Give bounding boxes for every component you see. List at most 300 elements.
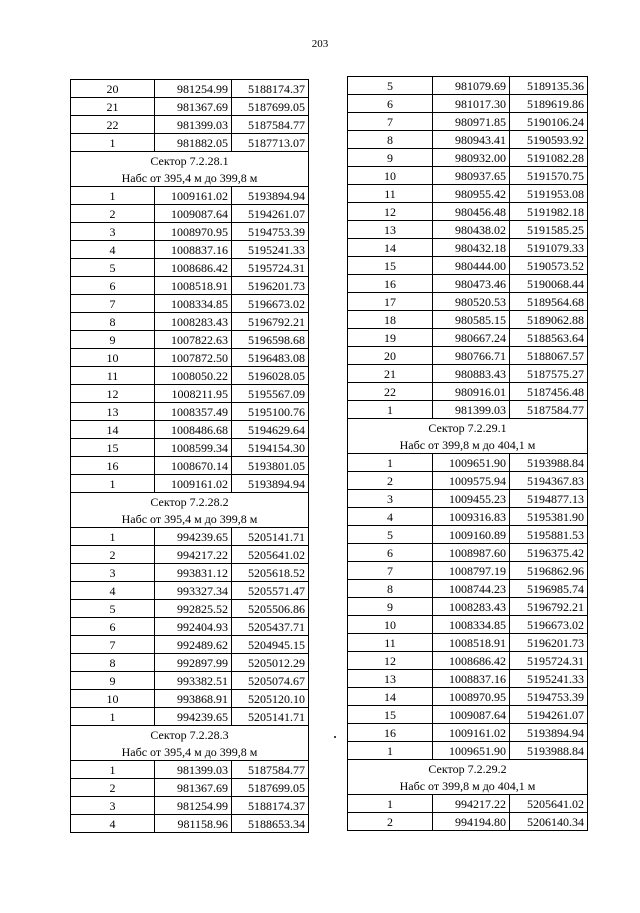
point-number: 10 xyxy=(348,167,433,185)
y-coordinate: 5205437.71 xyxy=(232,618,309,636)
x-coordinate: 980943.41 xyxy=(433,131,510,149)
x-coordinate: 981079.69 xyxy=(433,77,510,95)
y-coordinate: 5196862.96 xyxy=(510,562,588,580)
table-row xyxy=(348,508,588,526)
sector-title-row xyxy=(348,760,588,778)
x-coordinate: 992404.93 xyxy=(155,618,232,636)
x-coordinate: 1008518.91 xyxy=(155,277,232,295)
table-row xyxy=(348,401,588,419)
point-number: 5 xyxy=(348,526,433,544)
x-coordinate: 1008599.34 xyxy=(155,439,232,457)
table-row xyxy=(348,149,588,167)
x-coordinate: 981017.30 xyxy=(433,95,510,113)
x-coordinate: 1007822.63 xyxy=(155,331,232,349)
table-row xyxy=(71,421,309,439)
x-coordinate: 1008670.14 xyxy=(155,457,232,475)
table-row xyxy=(71,98,309,116)
y-coordinate: 5205571.47 xyxy=(232,582,309,600)
sector-height-row xyxy=(71,510,309,528)
point-number: 4 xyxy=(71,582,155,600)
left-table-body xyxy=(71,80,309,833)
y-coordinate: 5189062.88 xyxy=(510,311,588,329)
x-coordinate: 980456.48 xyxy=(433,203,510,221)
y-coordinate: 5196598.68 xyxy=(232,331,309,349)
point-number: 2 xyxy=(348,813,433,831)
point-number: 12 xyxy=(348,652,433,670)
y-coordinate: 5196201.73 xyxy=(510,634,588,652)
point-number: 8 xyxy=(71,313,155,331)
x-coordinate: 1008283.43 xyxy=(155,313,232,331)
sector-height-row xyxy=(71,169,309,187)
table-row xyxy=(348,275,588,293)
x-coordinate: 980971.85 xyxy=(433,113,510,131)
x-coordinate: 994239.65 xyxy=(155,708,232,726)
x-coordinate: 1008050.22 xyxy=(155,367,232,385)
y-coordinate: 5187456.48 xyxy=(510,383,588,401)
x-coordinate: 980932.00 xyxy=(433,149,510,167)
table-row xyxy=(348,616,588,634)
x-coordinate: 981254.99 xyxy=(155,797,232,815)
sector-height-row xyxy=(71,743,309,761)
table-row xyxy=(71,690,309,708)
x-coordinate: 992825.52 xyxy=(155,600,232,618)
table-row xyxy=(348,329,588,347)
x-coordinate: 980937.65 xyxy=(433,167,510,185)
table-row xyxy=(348,221,588,239)
y-coordinate: 5191953.08 xyxy=(510,185,588,203)
y-coordinate: 5188067.57 xyxy=(510,347,588,365)
point-number: 16 xyxy=(348,724,433,742)
x-coordinate: 1009087.64 xyxy=(155,205,232,223)
point-number: 7 xyxy=(71,636,155,654)
y-coordinate: 5188563.64 xyxy=(510,329,588,347)
point-number: 9 xyxy=(348,149,433,167)
x-coordinate: 1008797.19 xyxy=(433,562,510,580)
table-row xyxy=(348,526,588,544)
point-number: 15 xyxy=(348,257,433,275)
table-row xyxy=(71,241,309,259)
x-coordinate: 981399.03 xyxy=(433,401,510,419)
table-row xyxy=(71,636,309,654)
point-number: 2 xyxy=(71,546,155,564)
point-number: 5 xyxy=(348,77,433,95)
table-row xyxy=(71,546,309,564)
table-row xyxy=(348,580,588,598)
table-row xyxy=(71,439,309,457)
y-coordinate: 5190573.52 xyxy=(510,257,588,275)
y-coordinate: 5196028.05 xyxy=(232,367,309,385)
y-coordinate: 5187584.77 xyxy=(510,401,588,419)
table-row xyxy=(71,134,309,152)
table-row xyxy=(348,544,588,562)
y-coordinate: 5195567.09 xyxy=(232,385,309,403)
point-number: 7 xyxy=(348,562,433,580)
x-coordinate: 1008686.42 xyxy=(433,652,510,670)
point-number: 17 xyxy=(348,293,433,311)
y-coordinate: 5188174.37 xyxy=(232,797,309,815)
table-row xyxy=(71,761,309,779)
point-number: 13 xyxy=(348,670,433,688)
table-row xyxy=(348,383,588,401)
x-coordinate: 994194.80 xyxy=(433,813,510,831)
y-coordinate: 5194753.39 xyxy=(510,688,588,706)
x-coordinate: 981882.05 xyxy=(155,134,232,152)
table-row xyxy=(348,634,588,652)
table-row xyxy=(348,77,588,95)
point-number: 1 xyxy=(348,454,433,472)
table-row xyxy=(71,205,309,223)
y-coordinate: 5196201.73 xyxy=(232,277,309,295)
y-coordinate: 5187699.05 xyxy=(232,98,309,116)
y-coordinate: 5193988.84 xyxy=(510,742,588,760)
table-row xyxy=(71,600,309,618)
right-coordinates-table xyxy=(347,76,588,831)
y-coordinate: 5204945.15 xyxy=(232,636,309,654)
x-coordinate: 1008970.95 xyxy=(433,688,510,706)
sector-height-row xyxy=(348,436,588,454)
point-number: 2 xyxy=(71,779,155,797)
y-coordinate: 5195881.53 xyxy=(510,526,588,544)
point-number: 22 xyxy=(71,116,155,134)
y-coordinate: 5195100.76 xyxy=(232,403,309,421)
point-number: 12 xyxy=(348,203,433,221)
y-coordinate: 5187713.07 xyxy=(232,134,309,152)
y-coordinate: 5205618.52 xyxy=(232,564,309,582)
y-coordinate: 5195724.31 xyxy=(510,652,588,670)
table-row xyxy=(71,654,309,672)
x-coordinate: 1009087.64 xyxy=(433,706,510,724)
table-row xyxy=(348,813,588,831)
y-coordinate: 5187575.27 xyxy=(510,365,588,383)
point-number: 2 xyxy=(71,205,155,223)
point-number: 21 xyxy=(71,98,155,116)
x-coordinate: 980667.24 xyxy=(433,329,510,347)
table-row xyxy=(71,259,309,277)
point-number: 3 xyxy=(348,490,433,508)
sector-title-row xyxy=(71,152,309,170)
table-row xyxy=(71,385,309,403)
x-coordinate: 1008686.42 xyxy=(155,259,232,277)
sector-height-range: Набс от 395,4 м до 399,8 м xyxy=(71,510,309,528)
y-coordinate: 5194629.64 xyxy=(232,421,309,439)
table-row xyxy=(348,670,588,688)
x-coordinate: 1008744.23 xyxy=(433,580,510,598)
table-row xyxy=(71,475,309,493)
x-coordinate: 1009651.90 xyxy=(433,742,510,760)
point-number: 15 xyxy=(348,706,433,724)
y-coordinate: 5190106.24 xyxy=(510,113,588,131)
table-row xyxy=(71,367,309,385)
y-coordinate: 5205012.29 xyxy=(232,654,309,672)
y-coordinate: 5205141.71 xyxy=(232,708,309,726)
point-number: 1 xyxy=(71,528,155,546)
y-coordinate: 5194261.07 xyxy=(510,706,588,724)
point-number: 6 xyxy=(71,277,155,295)
x-coordinate: 1009161.02 xyxy=(155,187,232,205)
table-row xyxy=(71,564,309,582)
x-coordinate: 1009161.02 xyxy=(433,724,510,742)
table-row xyxy=(71,708,309,726)
table-row xyxy=(71,80,309,98)
point-number: 1 xyxy=(71,475,155,493)
right-table-body xyxy=(348,77,588,831)
point-number: 4 xyxy=(348,508,433,526)
point-number: 20 xyxy=(71,80,155,98)
point-number: 4 xyxy=(71,815,155,833)
x-coordinate: 980916.01 xyxy=(433,383,510,401)
x-coordinate: 993327.34 xyxy=(155,582,232,600)
y-coordinate: 5191082.28 xyxy=(510,149,588,167)
y-coordinate: 5196483.08 xyxy=(232,349,309,367)
y-coordinate: 5195241.33 xyxy=(510,670,588,688)
sector-title: Сектор 7.2.29.1 xyxy=(348,419,588,437)
table-row xyxy=(348,490,588,508)
x-coordinate: 980955.42 xyxy=(433,185,510,203)
y-coordinate: 5205141.71 xyxy=(232,528,309,546)
sector-height-range: Набс от 399,8 м до 404,1 м xyxy=(348,436,588,454)
table-row xyxy=(348,472,588,490)
point-number: 6 xyxy=(348,95,433,113)
point-number: 7 xyxy=(71,295,155,313)
point-number: 16 xyxy=(348,275,433,293)
point-number: 1 xyxy=(71,761,155,779)
y-coordinate: 5189619.86 xyxy=(510,95,588,113)
y-coordinate: 5205641.02 xyxy=(232,546,309,564)
point-number: 6 xyxy=(348,544,433,562)
point-number: 1 xyxy=(348,795,433,813)
sector-height-range: Набс от 395,4 м до 399,8 м xyxy=(71,169,309,187)
y-coordinate: 5187584.77 xyxy=(232,761,309,779)
y-coordinate: 5195381.90 xyxy=(510,508,588,526)
x-coordinate: 980766.71 xyxy=(433,347,510,365)
y-coordinate: 5195241.33 xyxy=(232,241,309,259)
sector-title: Сектор 7.2.28.3 xyxy=(71,726,309,744)
point-number: 8 xyxy=(348,580,433,598)
y-coordinate: 5193894.94 xyxy=(232,475,309,493)
x-coordinate: 993382.51 xyxy=(155,672,232,690)
y-coordinate: 5193894.94 xyxy=(510,724,588,742)
y-coordinate: 5194261.07 xyxy=(232,205,309,223)
x-coordinate: 994217.22 xyxy=(155,546,232,564)
y-coordinate: 5190593.92 xyxy=(510,131,588,149)
x-coordinate: 1008987.60 xyxy=(433,544,510,562)
y-coordinate: 5194154.30 xyxy=(232,439,309,457)
table-row xyxy=(71,403,309,421)
table-row xyxy=(71,618,309,636)
table-row xyxy=(71,528,309,546)
point-number: 2 xyxy=(348,472,433,490)
y-coordinate: 5206140.34 xyxy=(510,813,588,831)
table-row xyxy=(71,313,309,331)
x-coordinate: 1008283.43 xyxy=(433,598,510,616)
x-coordinate: 994217.22 xyxy=(433,795,510,813)
y-coordinate: 5194367.83 xyxy=(510,472,588,490)
x-coordinate: 980432.18 xyxy=(433,239,510,257)
y-coordinate: 5193801.05 xyxy=(232,457,309,475)
x-coordinate: 994239.65 xyxy=(155,528,232,546)
point-number: 11 xyxy=(348,634,433,652)
sector-title: Сектор 7.2.28.1 xyxy=(71,152,309,170)
left-coordinates-table xyxy=(70,79,309,833)
y-coordinate: 5196673.02 xyxy=(232,295,309,313)
x-coordinate: 992489.62 xyxy=(155,636,232,654)
y-coordinate: 5189135.36 xyxy=(510,77,588,95)
point-number: 21 xyxy=(348,365,433,383)
table-row xyxy=(71,331,309,349)
point-number: 3 xyxy=(71,564,155,582)
point-number: 10 xyxy=(71,690,155,708)
y-coordinate: 5196985.74 xyxy=(510,580,588,598)
table-row xyxy=(348,131,588,149)
y-coordinate: 5187584.77 xyxy=(232,116,309,134)
x-coordinate: 1009160.89 xyxy=(433,526,510,544)
table-row xyxy=(71,349,309,367)
table-row xyxy=(348,257,588,275)
table-row xyxy=(71,582,309,600)
table-row xyxy=(71,815,309,833)
scan-speck xyxy=(334,736,336,738)
y-coordinate: 5195724.31 xyxy=(232,259,309,277)
y-coordinate: 5205074.67 xyxy=(232,672,309,690)
point-number: 1 xyxy=(348,401,433,419)
table-row xyxy=(71,457,309,475)
x-coordinate: 980585.15 xyxy=(433,311,510,329)
sector-height-range: Набс от 399,8 м до 404,1 м xyxy=(348,777,588,795)
table-row xyxy=(348,203,588,221)
sector-title-row xyxy=(71,726,309,744)
table-row xyxy=(71,295,309,313)
table-row xyxy=(348,95,588,113)
y-coordinate: 5190068.44 xyxy=(510,275,588,293)
x-coordinate: 981367.69 xyxy=(155,98,232,116)
table-row xyxy=(348,706,588,724)
point-number: 14 xyxy=(348,688,433,706)
y-coordinate: 5205506.86 xyxy=(232,600,309,618)
point-number: 9 xyxy=(71,672,155,690)
point-number: 1 xyxy=(71,708,155,726)
x-coordinate: 981399.03 xyxy=(155,761,232,779)
point-number: 3 xyxy=(71,223,155,241)
x-coordinate: 1008970.95 xyxy=(155,223,232,241)
point-number: 12 xyxy=(71,385,155,403)
y-coordinate: 5189564.68 xyxy=(510,293,588,311)
x-coordinate: 1008357.49 xyxy=(155,403,232,421)
y-coordinate: 5188174.37 xyxy=(232,80,309,98)
x-coordinate: 993868.91 xyxy=(155,690,232,708)
point-number: 1 xyxy=(348,742,433,760)
x-coordinate: 981367.69 xyxy=(155,779,232,797)
y-coordinate: 5193894.94 xyxy=(232,187,309,205)
point-number: 1 xyxy=(71,187,155,205)
table-row xyxy=(71,277,309,295)
point-number: 22 xyxy=(348,383,433,401)
x-coordinate: 980520.53 xyxy=(433,293,510,311)
point-number: 20 xyxy=(348,347,433,365)
table-row xyxy=(348,113,588,131)
x-coordinate: 981399.03 xyxy=(155,116,232,134)
point-number: 14 xyxy=(348,239,433,257)
y-coordinate: 5196375.42 xyxy=(510,544,588,562)
table-row xyxy=(348,562,588,580)
point-number: 14 xyxy=(71,421,155,439)
x-coordinate: 1007872.50 xyxy=(155,349,232,367)
point-number: 11 xyxy=(71,367,155,385)
y-coordinate: 5191079.33 xyxy=(510,239,588,257)
point-number: 9 xyxy=(71,331,155,349)
table-row xyxy=(348,185,588,203)
table-row xyxy=(348,688,588,706)
x-coordinate: 981254.99 xyxy=(155,80,232,98)
point-number: 10 xyxy=(71,349,155,367)
point-number: 1 xyxy=(71,134,155,152)
table-row xyxy=(71,223,309,241)
x-coordinate: 980444.00 xyxy=(433,257,510,275)
table-row xyxy=(348,598,588,616)
x-coordinate: 1008837.16 xyxy=(155,241,232,259)
x-coordinate: 1008486.68 xyxy=(155,421,232,439)
x-coordinate: 1009316.83 xyxy=(433,508,510,526)
table-row xyxy=(71,116,309,134)
point-number: 5 xyxy=(71,259,155,277)
page-number: 203 xyxy=(311,38,329,50)
x-coordinate: 1008334.85 xyxy=(433,616,510,634)
table-row xyxy=(71,672,309,690)
y-coordinate: 5191570.75 xyxy=(510,167,588,185)
x-coordinate: 981158.96 xyxy=(155,815,232,833)
y-coordinate: 5191982.18 xyxy=(510,203,588,221)
x-coordinate: 980473.46 xyxy=(433,275,510,293)
point-number: 15 xyxy=(71,439,155,457)
y-coordinate: 5188653.34 xyxy=(232,815,309,833)
x-coordinate: 1008837.16 xyxy=(433,670,510,688)
point-number: 18 xyxy=(348,311,433,329)
table-row xyxy=(348,311,588,329)
table-row xyxy=(348,795,588,813)
y-coordinate: 5194877.13 xyxy=(510,490,588,508)
point-number: 6 xyxy=(71,618,155,636)
y-coordinate: 5196673.02 xyxy=(510,616,588,634)
point-number: 9 xyxy=(348,598,433,616)
point-number: 10 xyxy=(348,616,433,634)
sector-title-row xyxy=(71,493,309,511)
point-number: 19 xyxy=(348,329,433,347)
y-coordinate: 5193988.84 xyxy=(510,454,588,472)
table-row xyxy=(348,454,588,472)
y-coordinate: 5194753.39 xyxy=(232,223,309,241)
y-coordinate: 5205120.10 xyxy=(232,690,309,708)
y-coordinate: 5205641.02 xyxy=(510,795,588,813)
x-coordinate: 1008334.85 xyxy=(155,295,232,313)
table-row xyxy=(71,797,309,815)
x-coordinate: 1008518.91 xyxy=(433,634,510,652)
table-row xyxy=(348,365,588,383)
table-row xyxy=(348,293,588,311)
table-row xyxy=(348,742,588,760)
table-row xyxy=(348,239,588,257)
point-number: 11 xyxy=(348,185,433,203)
table-row xyxy=(348,347,588,365)
sector-title: Сектор 7.2.29.2 xyxy=(348,760,588,778)
y-coordinate: 5196792.21 xyxy=(232,313,309,331)
point-number: 13 xyxy=(348,221,433,239)
point-number: 16 xyxy=(71,457,155,475)
table-row xyxy=(348,724,588,742)
x-coordinate: 1009651.90 xyxy=(433,454,510,472)
point-number: 13 xyxy=(71,403,155,421)
x-coordinate: 1009161.02 xyxy=(155,475,232,493)
y-coordinate: 5187699.05 xyxy=(232,779,309,797)
point-number: 4 xyxy=(71,241,155,259)
